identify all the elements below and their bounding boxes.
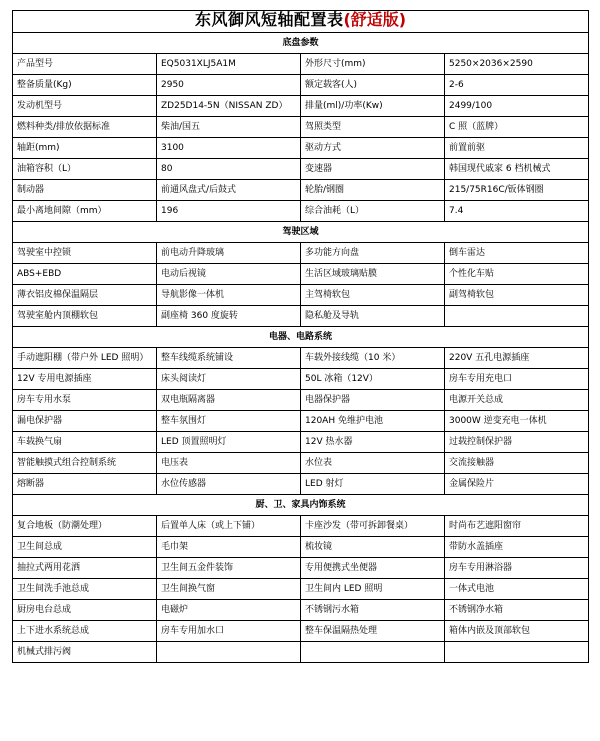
spec-value: 80 <box>157 159 301 180</box>
table-row <box>13 432 589 453</box>
spec-value: 电动后视镜 <box>157 264 301 285</box>
spec-value: 驾驶室舱内顶棚软包 <box>13 306 157 327</box>
spec-value: 前置前驱 <box>445 138 589 159</box>
spec-label: 产品型号 <box>13 54 157 75</box>
spec-value: 副驾椅软包 <box>445 285 589 306</box>
spec-label: 外形尺寸(mm) <box>301 54 445 75</box>
spec-value: 手动遮阳棚（带户外 LED 照明） <box>13 348 157 369</box>
spec-value: 50L 冰箱（12V） <box>301 369 445 390</box>
table-row <box>13 306 589 327</box>
table-row <box>13 642 589 663</box>
spec-label: 驾照类型 <box>301 117 445 138</box>
spec-value: 不锈钢净水箱 <box>445 600 589 621</box>
table-row <box>13 348 589 369</box>
spec-value: 金属保险片 <box>445 474 589 495</box>
spec-value: 毛巾架 <box>157 537 301 558</box>
spec-label: 排量(ml)/功率(Kw) <box>301 96 445 117</box>
table-row <box>13 579 589 600</box>
spec-value: 整车保温隔热处理 <box>301 621 445 642</box>
spec-value: 卫生间洗手池总成 <box>13 579 157 600</box>
spec-value: 过载控制保护器 <box>445 432 589 453</box>
table-row <box>13 96 589 117</box>
spec-value: 副座椅 360 度旋转 <box>157 306 301 327</box>
spec-value: 箱体内嵌及顶部软包 <box>445 621 589 642</box>
spec-value: 复合地板（防潮处理） <box>13 516 157 537</box>
table-row <box>13 474 589 495</box>
spec-value: 房车专用充电口 <box>445 369 589 390</box>
spec-value: 5250×2036×2590 <box>445 54 589 75</box>
spec-value: 12V 热水器 <box>301 432 445 453</box>
spec-value: 导航影像一体机 <box>157 285 301 306</box>
spec-value: 倒车雷达 <box>445 243 589 264</box>
spec-table <box>12 10 589 663</box>
spec-value: 上下进水系统总成 <box>13 621 157 642</box>
section-heading-row <box>13 327 589 348</box>
spec-value: 房车专用水泵 <box>13 390 157 411</box>
table-row <box>13 537 589 558</box>
section-heading: 底盘参数 <box>13 33 589 54</box>
section-heading: 电器、电路系统 <box>13 327 589 348</box>
spec-value: 双电瓶隔离器 <box>157 390 301 411</box>
table-row <box>13 285 589 306</box>
spec-value: EQ5031XLJ5A1M <box>157 54 301 75</box>
spec-label: 综合油耗（L） <box>301 201 445 222</box>
spec-value: 机械式排污阀 <box>13 642 157 663</box>
section-heading-row <box>13 33 589 54</box>
spec-value: 整车氛围灯 <box>157 411 301 432</box>
spec-value: 薄衣铝皮棉保温隔层 <box>13 285 157 306</box>
table-row <box>13 600 589 621</box>
section-heading-row <box>13 222 589 243</box>
table-row <box>13 138 589 159</box>
spec-value: 生活区域玻璃贴膜 <box>301 264 445 285</box>
spec-label: 燃料种类/排放依据标准 <box>13 117 157 138</box>
page-title-main: 东风御风短轴配置表 <box>194 10 344 29</box>
spec-value: 电压表 <box>157 453 301 474</box>
spec-value <box>445 642 589 663</box>
spec-label: 发动机型号 <box>13 96 157 117</box>
spec-value: 卫生间内 LED 照明 <box>301 579 445 600</box>
spec-value: 梳妆镜 <box>301 537 445 558</box>
spec-value: 后置单人床（或上下铺） <box>157 516 301 537</box>
section-heading: 厨、卫、家具内饰系统 <box>13 495 589 516</box>
spec-value: ZD25D14-5N（NISSAN ZD） <box>157 96 301 117</box>
spec-value: 卡座沙发（带可拆卸餐桌） <box>301 516 445 537</box>
spec-label: 轮胎/钢圈 <box>301 180 445 201</box>
spec-value: 智能触摸式组合控制系统 <box>13 453 157 474</box>
table-row <box>13 264 589 285</box>
spec-value: 12V 专用电源插座 <box>13 369 157 390</box>
spec-value: LED 顶置照明灯 <box>157 432 301 453</box>
table-row <box>13 369 589 390</box>
spec-value: 多功能方向盘 <box>301 243 445 264</box>
table-row <box>13 453 589 474</box>
spec-value: 床头阅读灯 <box>157 369 301 390</box>
table-row <box>13 159 589 180</box>
table-row <box>13 558 589 579</box>
spec-value: ABS+EBD <box>13 264 157 285</box>
spec-value: 一体式电池 <box>445 579 589 600</box>
section-heading: 驾驶区域 <box>13 222 589 243</box>
spec-value: 隐私舱及导轨 <box>301 306 445 327</box>
spec-value <box>301 642 445 663</box>
spec-value: 主驾椅软包 <box>301 285 445 306</box>
section-heading-row <box>13 495 589 516</box>
spec-value: 前通风盘式/后鼓式 <box>157 180 301 201</box>
spec-label: 变速器 <box>301 159 445 180</box>
spec-value: 电源开关总成 <box>445 390 589 411</box>
spec-value: 水位传感器 <box>157 474 301 495</box>
table-row <box>13 243 589 264</box>
spec-label: 额定载客(人) <box>301 75 445 96</box>
spec-value <box>157 642 301 663</box>
spec-value: 车载换气扇 <box>13 432 157 453</box>
spec-value: 196 <box>157 201 301 222</box>
table-row <box>13 516 589 537</box>
spec-value: 房车专用加水口 <box>157 621 301 642</box>
table-row <box>13 75 589 96</box>
table-row <box>13 621 589 642</box>
spec-label: 制动器 <box>13 180 157 201</box>
spec-value: LED 射灯 <box>301 474 445 495</box>
spec-label: 轴距(mm) <box>13 138 157 159</box>
spec-value: 2950 <box>157 75 301 96</box>
spec-label: 最小离地间隙（mm） <box>13 201 157 222</box>
spec-value: 专用便携式坐便器 <box>301 558 445 579</box>
spec-value: 2499/100 <box>445 96 589 117</box>
spec-value: 房车专用淋浴器 <box>445 558 589 579</box>
spec-label: 整备质量(Kg) <box>13 75 157 96</box>
spec-value: C 照（蓝牌） <box>445 117 589 138</box>
spec-value: 220V 五孔电源插座 <box>445 348 589 369</box>
spec-value: 个性化车贴 <box>445 264 589 285</box>
table-row <box>13 390 589 411</box>
spec-value: 电器保护器 <box>301 390 445 411</box>
spec-value: 前电动升降玻璃 <box>157 243 301 264</box>
spec-value: 交流接触器 <box>445 453 589 474</box>
spec-value: 厨房电台总成 <box>13 600 157 621</box>
spec-value: 熔断器 <box>13 474 157 495</box>
spec-value: 漏电保护器 <box>13 411 157 432</box>
spec-value: 3100 <box>157 138 301 159</box>
spec-value: 不锈钢污水箱 <box>301 600 445 621</box>
title-row <box>13 11 589 33</box>
table-row <box>13 54 589 75</box>
spec-value: 215/75R16C/钣体钢圈 <box>445 180 589 201</box>
spec-value <box>445 306 589 327</box>
spec-value: 7.4 <box>445 201 589 222</box>
page-title <box>13 11 589 33</box>
table-row <box>13 201 589 222</box>
spec-value: 2-6 <box>445 75 589 96</box>
spec-value: 卫生间总成 <box>13 537 157 558</box>
spec-label: 油箱容积（L） <box>13 159 157 180</box>
spec-value: 时尚布艺遮阳窗帘 <box>445 516 589 537</box>
spec-value: 卫生间换气窗 <box>157 579 301 600</box>
page-title-variant: (舒适版) <box>343 10 407 29</box>
spec-value: 120AH 免维护电池 <box>301 411 445 432</box>
spec-value: 柴油/国五 <box>157 117 301 138</box>
spec-value: 3000W 逆变充电一体机 <box>445 411 589 432</box>
spec-label: 驱动方式 <box>301 138 445 159</box>
spec-value: 电磁炉 <box>157 600 301 621</box>
spec-value: 韩国现代戚家 6 档机械式 <box>445 159 589 180</box>
spec-value: 车载外接线缆（10 米） <box>301 348 445 369</box>
table-row <box>13 117 589 138</box>
table-row <box>13 411 589 432</box>
table-row <box>13 180 589 201</box>
spec-value: 水位表 <box>301 453 445 474</box>
spec-value: 带防水盖插座 <box>445 537 589 558</box>
spec-value: 抽拉式两用花洒 <box>13 558 157 579</box>
spec-value: 卫生间五金件装饰 <box>157 558 301 579</box>
spec-value: 整车线缆系统铺设 <box>157 348 301 369</box>
spec-table-body <box>13 11 589 663</box>
spec-value: 驾驶室中控锁 <box>13 243 157 264</box>
